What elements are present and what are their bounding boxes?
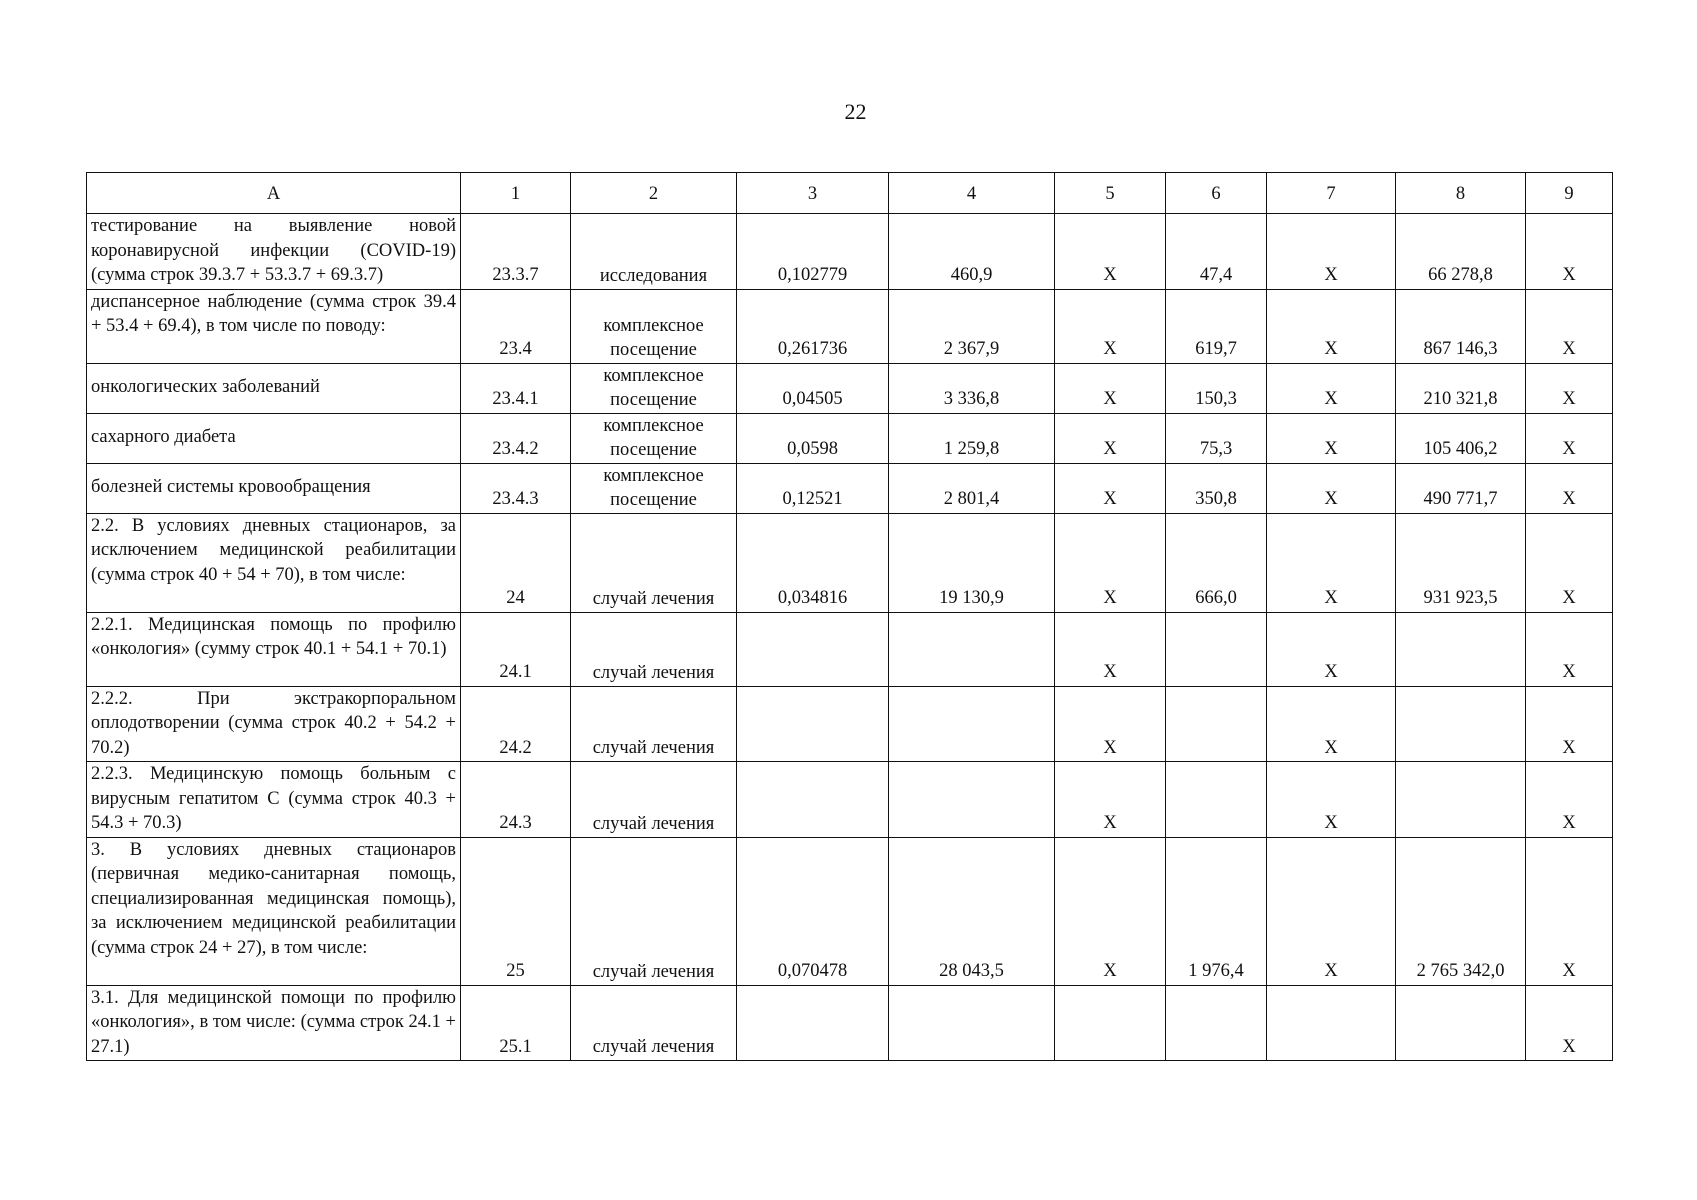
value-cell: Х	[1267, 837, 1396, 985]
value-cell: 0,070478	[737, 837, 889, 985]
value-cell: 19 130,9	[889, 513, 1055, 612]
column-header: 3	[737, 173, 889, 214]
value-cell: 0,0598	[737, 413, 889, 463]
value-cell: Х	[1267, 513, 1396, 612]
value-cell: Х	[1267, 289, 1396, 363]
column-header: 6	[1166, 173, 1267, 214]
value-cell: 0,12521	[737, 463, 889, 513]
value-cell: Х	[1267, 413, 1396, 463]
table-row	[87, 762, 1613, 838]
value-cell: Х	[1526, 463, 1613, 513]
row-description: 2.2. В условиях дневных стационаров, за исключением медицинской реабилитации (сумма строк 40 + 54 + 70), в том числе:	[87, 513, 461, 612]
value-cell: 210 321,8	[1396, 363, 1526, 413]
value-cell: Х	[1055, 413, 1166, 463]
value-cell: Х	[1526, 289, 1613, 363]
unit-cell: случай лечения	[571, 837, 737, 985]
value-cell	[889, 612, 1055, 686]
column-header: 5	[1055, 173, 1166, 214]
value-cell: 867 146,3	[1396, 289, 1526, 363]
value-cell: Х	[1526, 762, 1613, 838]
row-description: онкологических заболеваний	[87, 363, 461, 413]
row-number: 25.1	[461, 985, 571, 1061]
value-cell: Х	[1526, 985, 1613, 1061]
value-cell: 105 406,2	[1396, 413, 1526, 463]
value-cell: 619,7	[1166, 289, 1267, 363]
value-cell: Х	[1526, 214, 1613, 290]
value-cell: 0,261736	[737, 289, 889, 363]
row-description: 2.2.2. При экстракорпоральном оплодотворении (сумма строк 40.2 + 54.2 + 70.2)	[87, 686, 461, 762]
value-cell: 75,3	[1166, 413, 1267, 463]
value-cell: 66 278,8	[1396, 214, 1526, 290]
value-cell: 666,0	[1166, 513, 1267, 612]
value-cell: Х	[1267, 612, 1396, 686]
table-row	[87, 612, 1613, 686]
row-description: 3. В условиях дневных стационаров (первичная медико-санитарная помощь, специализированная медицинская помощь), за исключением медицинской реабилитации (сумма строк 24 + 27), в том числе:	[87, 837, 461, 985]
row-description: болезней системы кровообращения	[87, 463, 461, 513]
value-cell: Х	[1055, 762, 1166, 838]
row-number: 25	[461, 837, 571, 985]
value-cell: 28 043,5	[889, 837, 1055, 985]
value-cell	[1055, 985, 1166, 1061]
value-cell: Х	[1267, 686, 1396, 762]
value-cell	[1166, 985, 1267, 1061]
value-cell: Х	[1267, 463, 1396, 513]
value-cell: Х	[1055, 363, 1166, 413]
page-number: 22	[844, 99, 867, 124]
row-number: 23.3.7	[461, 214, 571, 290]
row-description: сахарного диабета	[87, 413, 461, 463]
value-cell: Х	[1055, 513, 1166, 612]
row-description: 2.2.3. Медицинскую помощь больным с вирусным гепатитом С (сумма строк 40.3 + 54.3 + 70.3)	[87, 762, 461, 838]
value-cell	[1396, 612, 1526, 686]
value-cell	[889, 985, 1055, 1061]
row-number: 24.1	[461, 612, 571, 686]
value-cell: 931 923,5	[1396, 513, 1526, 612]
column-header: 2	[571, 173, 737, 214]
row-number: 24.3	[461, 762, 571, 838]
value-cell: 460,9	[889, 214, 1055, 290]
value-cell: Х	[1526, 612, 1613, 686]
value-cell: Х	[1526, 413, 1613, 463]
column-header: 8	[1396, 173, 1526, 214]
row-number: 23.4.2	[461, 413, 571, 463]
value-cell: 1 259,8	[889, 413, 1055, 463]
row-description: 2.2.1. Медицинская помощь по профилю «онкология» (сумму строк 40.1 + 54.1 + 70.1)	[87, 612, 461, 686]
value-cell	[737, 762, 889, 838]
value-cell: 1 976,4	[1166, 837, 1267, 985]
value-cell: Х	[1267, 762, 1396, 838]
value-cell: 0,04505	[737, 363, 889, 413]
value-cell	[737, 612, 889, 686]
table-row	[87, 985, 1613, 1061]
unit-cell: исследования	[571, 214, 737, 290]
row-number: 23.4	[461, 289, 571, 363]
table-row	[87, 214, 1613, 290]
value-cell: Х	[1267, 214, 1396, 290]
value-cell: Х	[1055, 289, 1166, 363]
value-cell: Х	[1526, 686, 1613, 762]
value-cell: 3 336,8	[889, 363, 1055, 413]
value-cell: 0,102779	[737, 214, 889, 290]
value-cell: Х	[1055, 837, 1166, 985]
column-header: 9	[1526, 173, 1613, 214]
value-cell: Х	[1526, 363, 1613, 413]
value-cell: Х	[1526, 513, 1613, 612]
unit-cell: случай лечения	[571, 513, 737, 612]
unit-cell: случай лечения	[571, 762, 737, 838]
column-header: А	[87, 173, 461, 214]
row-number: 23.4.3	[461, 463, 571, 513]
value-cell: 2 367,9	[889, 289, 1055, 363]
value-cell	[737, 985, 889, 1061]
unit-cell: комплексное посещение	[571, 463, 737, 513]
table-row	[87, 686, 1613, 762]
data-table	[86, 172, 1613, 1061]
unit-cell: комплексное посещение	[571, 289, 737, 363]
unit-cell: случай лечения	[571, 612, 737, 686]
row-description: тестирование на выявление новой коронавирусной инфекции (COVID-19) (сумма строк 39.3.7 + 53.3.7 + 69.3.7)	[87, 214, 461, 290]
value-cell: 2 801,4	[889, 463, 1055, 513]
value-cell: 150,3	[1166, 363, 1267, 413]
value-cell: 47,4	[1166, 214, 1267, 290]
unit-cell: случай лечения	[571, 985, 737, 1061]
value-cell	[1166, 686, 1267, 762]
unit-cell: комплексное посещение	[571, 363, 737, 413]
table-row	[87, 837, 1613, 985]
value-cell	[1396, 686, 1526, 762]
value-cell: Х	[1055, 463, 1166, 513]
column-header: 7	[1267, 173, 1396, 214]
table-row	[87, 513, 1613, 612]
value-cell: 490 771,7	[1396, 463, 1526, 513]
value-cell: Х	[1055, 686, 1166, 762]
row-description: 3.1. Для медицинской помощи по профилю «онкология», в том числе: (сумма строк 24.1 + 27.1)	[87, 985, 461, 1061]
value-cell	[1267, 985, 1396, 1061]
value-cell: Х	[1055, 612, 1166, 686]
value-cell	[737, 686, 889, 762]
header-row	[87, 173, 1613, 214]
row-description: диспансерное наблюдение (сумма строк 39.4 + 53.4 + 69.4), в том числе по поводу:	[87, 289, 461, 363]
value-cell	[889, 686, 1055, 762]
value-cell	[1396, 762, 1526, 838]
column-header: 1	[461, 173, 571, 214]
value-cell: 350,8	[1166, 463, 1267, 513]
table-row	[87, 413, 1613, 463]
table-row	[87, 363, 1613, 413]
value-cell: 2 765 342,0	[1396, 837, 1526, 985]
table-row	[87, 463, 1613, 513]
value-cell: Х	[1055, 214, 1166, 290]
value-cell: 0,034816	[737, 513, 889, 612]
value-cell	[1396, 985, 1526, 1061]
table-row	[87, 289, 1613, 363]
row-number: 23.4.1	[461, 363, 571, 413]
unit-cell: случай лечения	[571, 686, 737, 762]
column-header: 4	[889, 173, 1055, 214]
unit-cell: комплексное посещение	[571, 413, 737, 463]
value-cell: Х	[1267, 363, 1396, 413]
value-cell	[1166, 762, 1267, 838]
value-cell	[1166, 612, 1267, 686]
row-number: 24	[461, 513, 571, 612]
value-cell	[889, 762, 1055, 838]
value-cell: Х	[1526, 837, 1613, 985]
row-number: 24.2	[461, 686, 571, 762]
